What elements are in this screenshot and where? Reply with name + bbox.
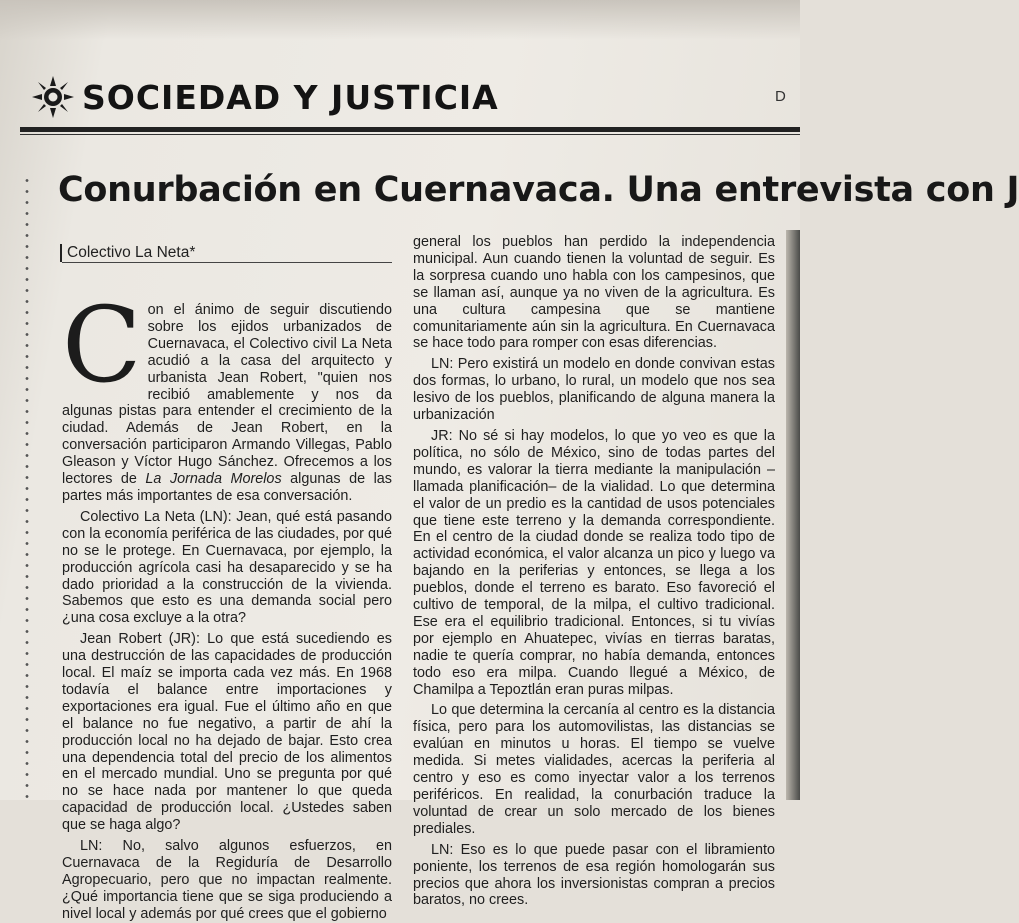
paragraph: general los pueblos han perdido la independencia municipal. Aun cuando tienen la voluntad de seguir. Es la sorpresa cuando uno habla con los campesinos, que se llaman así, aunque ya no viven de la agricultura. Es una cultura campesina que se mantiene comunitariamente aún sin la agricultura. En Cuernavaca se hace todo para romper con esas diferencias. [413, 234, 775, 352]
sunburst-logo-icon [30, 74, 76, 120]
paragraph: Colectivo La Neta (LN): Jean, qué está pasando con la economía periférica de las ciudades, por qué no se le protege. En Cuernavaca, por ejemplo, la producción agrícola casi ha desaparecido y se ha dado prioridad a la construcción de la vivienda. Sabemos que esto es una demanda social pero ¿una cosa excluye a la otra? [62, 508, 392, 627]
article-byline: Colectivo La Neta* [60, 244, 195, 262]
intro-text-a: on el ánimo de seguir discutiendo sobre los ejidos urbanizados de Cuernavaca, el Colectivo civil La Neta acudió a la casa del arquitecto y urbanista Jean Robert, "quien nos recibió amablemente y nos da algunas pistas para entender el crecimiento de la ciudad. Además de Jean Robert, en la conversación participaron Armando Villegas, Pablo Gleason y Víctor Hugo Sánchez. Ofrecemos a los lectores de [62, 302, 392, 488]
section-date-fragment: D [775, 88, 787, 105]
article-column-right [413, 234, 775, 909]
paragraph: JR: No sé si hay modelos, lo que yo veo es que la política, no sólo de México, sino de todas partes del mundo, es valorar la tierra mediante la manipulación –llamada planificación– de la vialidad. Lo que determina el valor de un predio es la cantidad de usos potenciales que tiene este terreno y la demanda correspondiente. En el centro de la ciudad donde se realiza todo tipo de actividad económica, el valor alcanza un pico y luego va bajando en la periferias y entonces, se llega a los pueblos, donde el terreno es barato. Eso favoreció el cultivo de temporal, de la milpa, el cultivo tradicional. Ese era el equilibrio tradicional. Entonces, si tu vivías por ejemplo en Ahuatepec, vivías en tierras baratas, nadie te quería comprar, no había demanda, entonces todo eso era milpa. Cuando llegué a México, de Chamilpa a Tepoztlán eran puras milpas. [413, 427, 775, 698]
paragraph: LN: No, salvo algunos esfuerzos, en Cuernavaca de la Regiduría de Desarrollo Agropecuario, pero que no impactan realmente. ¿Qué importancia tiene que se siga produciendo a nivel local y además por qué crees que el gobierno [62, 838, 392, 922]
section-title: SOCIEDAD Y JUSTICIA [82, 77, 499, 117]
header-rule-thin [20, 134, 800, 135]
page-edge-shadow [786, 230, 800, 800]
intro-text-b: algunas de las partes más importantes de esa conversación. [62, 471, 392, 504]
header-rule-thick [20, 127, 800, 132]
drop-cap: C [62, 284, 142, 406]
section-header [30, 72, 499, 122]
paragraph: LN: Eso es lo que puede pasar con el libramiento poniente, los terrenos de esa región homologarán sus precios que ahora los inversionistas compran a precios baratos, no crees. [413, 841, 775, 909]
dotted-margin-rule [24, 175, 30, 800]
article-column-left [62, 284, 392, 922]
article-intro [62, 284, 392, 505]
paragraph: Jean Robert (JR): Lo que está sucediendo es una destrucción de las capacidades de producción local. El maíz se importa cada vez más. En 1968 todavía el balance entre importaciones y exportaciones era igual. Fue el último año en que el balance no fue negativo, a partir de ahí la producción local no ha dejado de bajar. Esto crea una dependencia total del precio de los alimentos en el mercado mundial. Uno se pregunta por qué no se hace nada por mantener lo que queda capacidad de producción local. ¿Ustedes saben que se haga algo? [62, 631, 392, 834]
byline-rule [62, 262, 392, 263]
page-top-shadow [0, 0, 800, 40]
article-headline: Conurbación en Cuernavaca. Una entrevista con J [58, 170, 1019, 210]
paragraph: LN: Pero existirá un modelo en donde convivan estas dos formas, lo urbano, lo rural, un modelo que nos sea lesivo de los pueblos, planificando de alguna manera la urbanización [413, 356, 775, 424]
paragraph: Lo que determina la cercanía al centro es la distancia física, pero para los automovilistas, las distancias se evalúan en minutos u horas. El tiempo se vuelve medida. Si metes vialidades, acercas la periferia al centro y eso es como inyectar valor a los terrenos periféricos. En realidad, la conurbación traduce la voluntad de crear un solo mercado de los bienes prediales. [413, 702, 775, 837]
publication-name: La Jornada Morelos [145, 471, 282, 488]
